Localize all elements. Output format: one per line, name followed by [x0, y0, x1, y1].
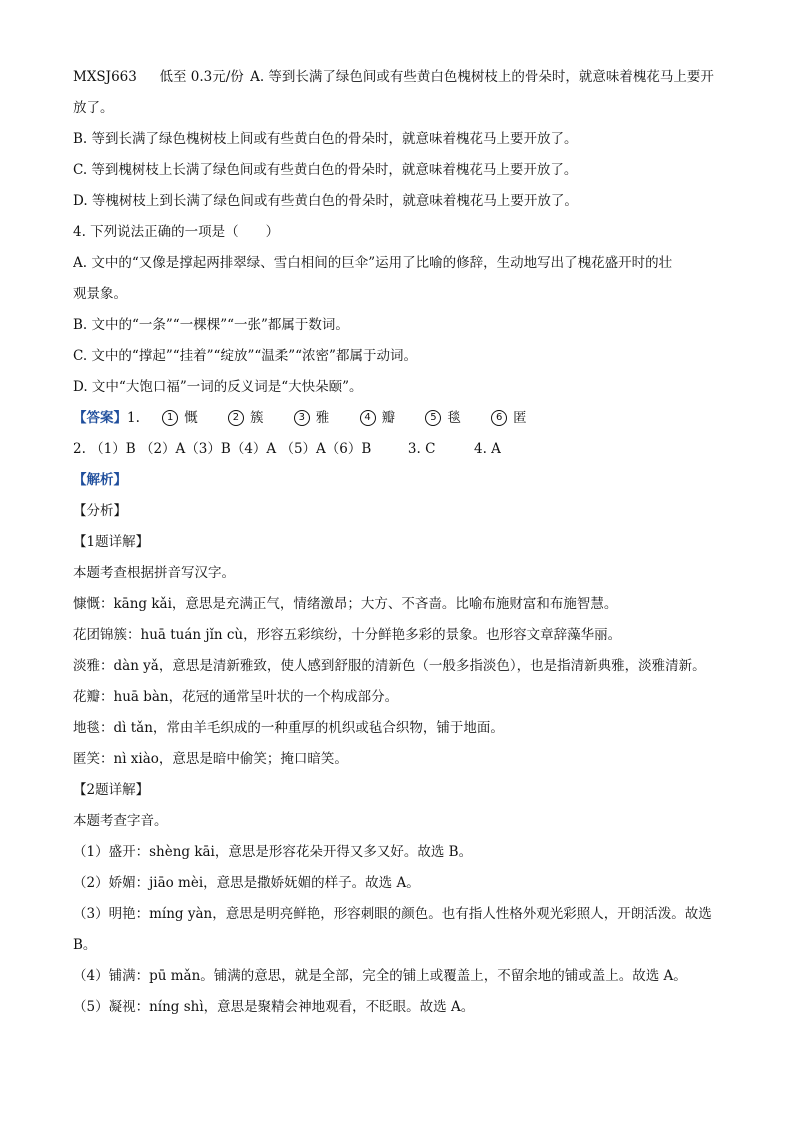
q3-option-d: D. 等槐树枝上到长满了绿色间或有些黄白色的骨朵时，就意味着槐花马上要开放了。	[73, 193, 578, 209]
detail2-heading: 【2题详解】	[73, 782, 150, 798]
answer-q3: 3. C	[407, 441, 436, 457]
q4-option-b: B. 文中的“一条”“一棵棵”“一张”都属于数词。	[73, 317, 349, 333]
q3-option-b: B. 等到长满了绿色槐树枝上间或有些黄白色的骨朵时，就意味着槐花马上要开放了。	[73, 131, 578, 147]
detail1-heading: 【1题详解】	[73, 534, 150, 550]
answer-q2: 2. （1）B （2）A（3）B（4）A （5）A（6）B	[73, 441, 372, 457]
detail2-intro: 本题考查字音。	[73, 813, 168, 829]
detail1-line-3: 淡雅：dàn yǎ，意思是清新雅致，使人感到舒服的清新色（一般多指淡色），也是指清新典雅，淡雅清新。	[73, 658, 706, 674]
answer-q1-prefix: 1.	[127, 410, 140, 426]
q4-option-a-part1: A. 文中的“又像是撑起两排翠绿、雪白相间的巨伞”运用了比喻的修辞，生动地写出了槐花盛开时的壮	[73, 255, 673, 271]
detail2-line-3-part2: B。	[73, 937, 97, 953]
document-page	[73, 62, 721, 1023]
detail1-line-6: 匿笑：nì xiào，意思是暗中偷笑；掩口暗笑。	[73, 751, 348, 767]
detail1-intro: 本题考查根据拼音写汉字。	[73, 565, 235, 581]
answer-item-4: 4 瓣	[360, 403, 396, 434]
circled-number: 5	[425, 410, 441, 426]
header-line	[73, 62, 721, 93]
detail1-line-4: 花瓣：huā bàn，花冠的通常呈叶状的一个构成部分。	[73, 689, 399, 705]
q4-option-d: D. 文中“大饱口福”一词的反义词是“大快朵颐”。	[73, 379, 363, 395]
detail1-line-1: 慷慨：kāng kǎi，意思是充满正气，情绪激昂；大方、不吝啬。比喻布施财富和布施智慧。	[73, 596, 618, 612]
detail2-line-3-part1: （3）明艳：míng yàn，意思是明亮鲜艳，形容刺眼的颜色。也有指人性格外观光彩照人，开朗活泼。故选	[73, 906, 712, 922]
detail2-line-1: （1）盛开：shèng kāi，意思是形容花朵开得又多又好。故选 B。	[73, 844, 473, 860]
detail2-line-5: （5）凝视：níng shì，意思是聚精会神地观看，不眨眼。故选 A。	[73, 999, 475, 1015]
answer-item-2: 2 簇	[228, 403, 264, 434]
detail2-line-4: （4）铺满：pū mǎn。铺满的意思，就是全部，完全的铺上或覆盖上，不留余地的铺或盖上。故选 A。	[73, 968, 687, 984]
analysis-label: 【解析】	[73, 472, 127, 488]
circled-number: 6	[491, 410, 507, 426]
q4-stem: 4. 下列说法正确的一项是（ ）	[73, 224, 280, 240]
detail1-line-2: 花团锦簇：huā tuán jǐn cù，形容五彩缤纷，十分鲜艳多彩的景象。也形容文章辞藻华丽。	[73, 627, 622, 643]
circled-number: 3	[294, 410, 310, 426]
answer-q4: 4. A	[474, 441, 501, 457]
detail1-line-5: 地毯：dì tǎn，常由羊毛织成的一种重厚的机织或毡合织物，铺于地面。	[73, 720, 504, 736]
answer-label: 【答案】	[73, 410, 127, 426]
answer-line-1	[73, 403, 721, 434]
circled-number: 2	[228, 410, 244, 426]
answer-line-2	[73, 434, 721, 465]
circled-number: 4	[360, 410, 376, 426]
q4-option-a-part2: 观景象。	[73, 286, 127, 302]
q3-option-c: C. 等到槐树枝上长满了绿色间或有些黄白色的骨朵时，就意味着槐花马上要开放了。	[73, 162, 578, 178]
answer-item-5: 5 毯	[425, 403, 461, 434]
q4-option-c: C. 文中的“撑起”“挂着”“绽放”“温柔”“浓密”都属于动词。	[73, 348, 417, 364]
product-code: MXSJ663	[73, 69, 137, 85]
q3-option-a-part2: 放了。	[73, 100, 114, 116]
price-text: 低至 0.3元/份	[159, 69, 244, 85]
circled-number: 1	[162, 410, 178, 426]
detail2-line-2: （2）娇媚：jiāo mèi，意思是撒娇妩媚的样子。故选 A。	[73, 875, 420, 891]
fenxi-label: 【分析】	[73, 503, 127, 519]
q3-option-a-part1: A. 等到长满了绿色间或有些黄白色槐树枝上的骨朵时，就意味着槐花马上要开	[250, 69, 714, 85]
answer-item-3: 3 雅	[294, 403, 330, 434]
answer-item-1: 1 慨	[162, 403, 198, 434]
answer-item-6: 6 匿	[491, 403, 527, 434]
